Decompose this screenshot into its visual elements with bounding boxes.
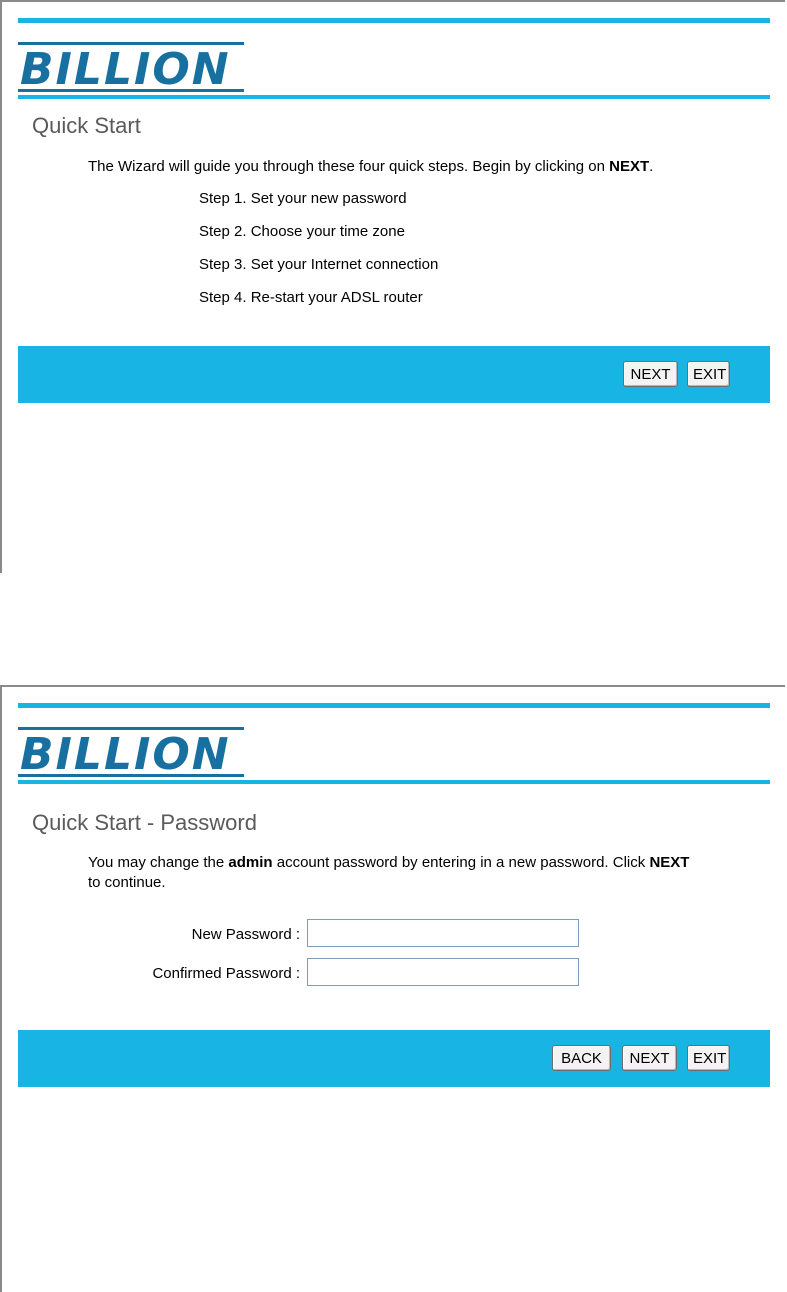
next-emphasis: NEXT bbox=[649, 854, 690, 871]
confirm-password-label: Confirmed Password : bbox=[152, 965, 300, 982]
logo-text: BILLION bbox=[20, 729, 231, 777]
password-panel bbox=[0, 685, 785, 1292]
quick-start-panel bbox=[0, 0, 785, 573]
logo-underline-bar bbox=[18, 780, 770, 784]
password-intro-line-1: You may change the admin account password by entering in a new password. Click NEXT bbox=[88, 854, 690, 871]
back-button[interactable]: BACK bbox=[552, 1045, 611, 1071]
action-bar bbox=[18, 1030, 770, 1087]
exit-button[interactable]: EXIT bbox=[687, 361, 730, 387]
step-1-text: Step 1. Set your new password bbox=[199, 190, 407, 207]
action-bar bbox=[18, 346, 770, 403]
next-button[interactable]: NEXT bbox=[622, 1045, 677, 1071]
page-title: Quick Start bbox=[32, 113, 141, 138]
admin-emphasis: admin bbox=[228, 854, 273, 871]
exit-button[interactable]: EXIT bbox=[687, 1045, 730, 1071]
step-4-text: Step 4. Re-start your ADSL router bbox=[199, 289, 423, 306]
password-intro-line-2: to continue. bbox=[88, 874, 166, 891]
confirm-password-input[interactable] bbox=[307, 958, 579, 986]
page-title: Quick Start - Password bbox=[32, 810, 257, 835]
top-accent-bar bbox=[18, 18, 770, 23]
top-accent-bar bbox=[18, 703, 770, 708]
new-password-input[interactable] bbox=[307, 919, 579, 947]
new-password-label: New Password : bbox=[191, 926, 300, 943]
next-button[interactable]: NEXT bbox=[623, 361, 678, 387]
step-2-text: Step 2. Choose your time zone bbox=[199, 223, 405, 240]
step-3-text: Step 3. Set your Internet connection bbox=[199, 256, 439, 273]
billion-logo bbox=[18, 727, 244, 777]
wizard-intro-text: The Wizard will guide you through these four quick steps. Begin by clicking on NEXT. bbox=[88, 158, 654, 175]
logo-underline-bar bbox=[18, 95, 770, 99]
billion-logo bbox=[18, 42, 244, 92]
logo-text: BILLION bbox=[20, 44, 231, 92]
next-emphasis: NEXT bbox=[609, 158, 650, 175]
